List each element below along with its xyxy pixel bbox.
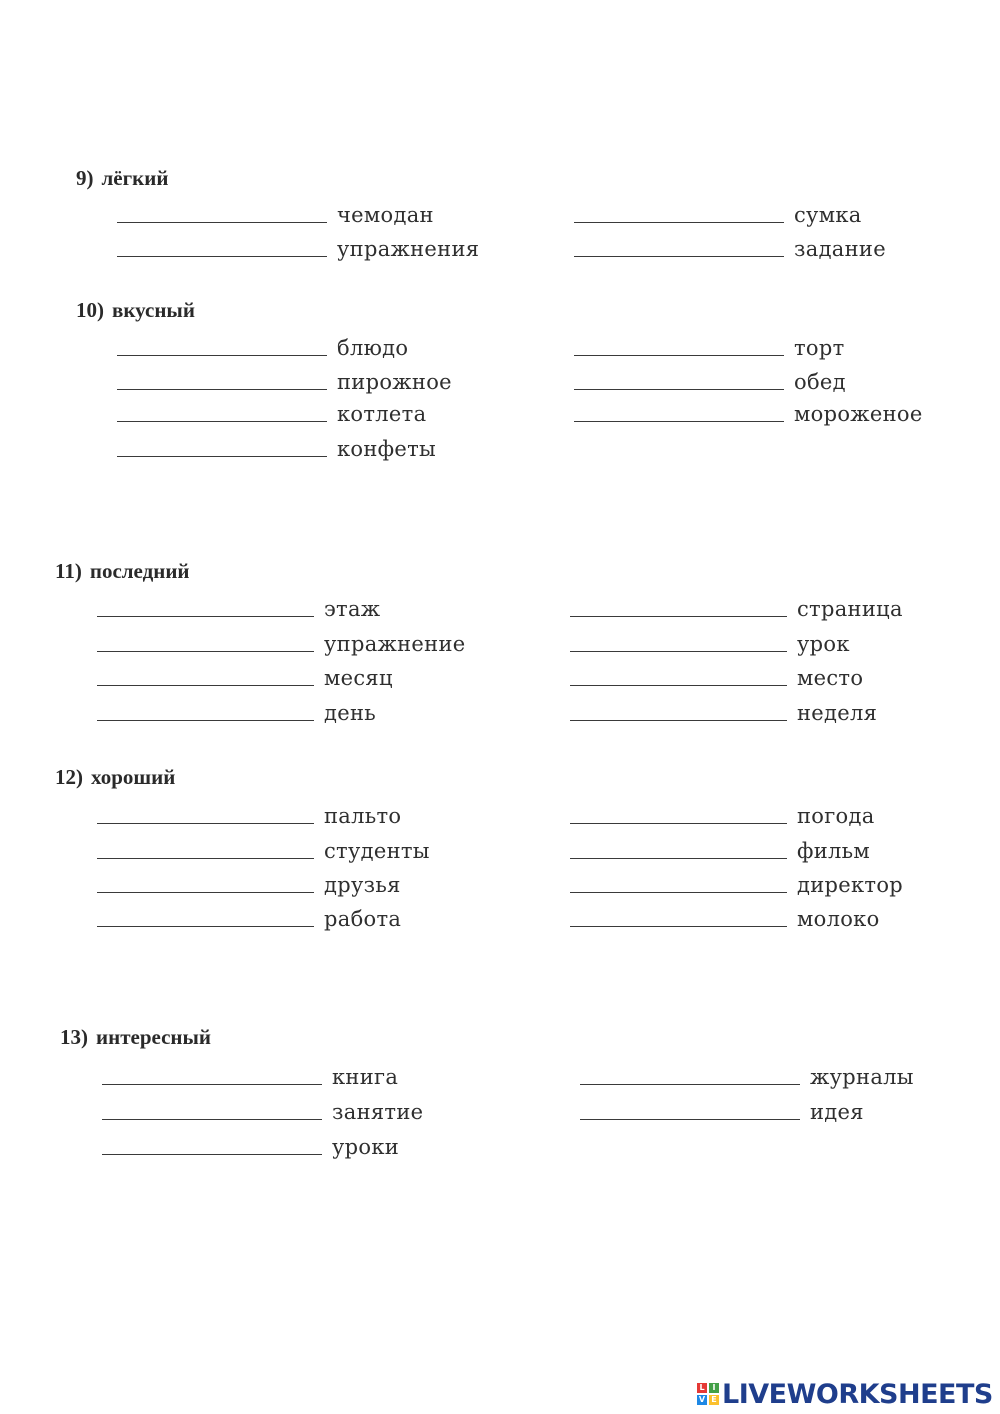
logo-tile: L bbox=[697, 1383, 707, 1393]
logo-tile: I bbox=[709, 1383, 719, 1393]
noun-label: обед bbox=[794, 370, 846, 394]
fill-in-item bbox=[97, 901, 494, 931]
answer-blank[interactable] bbox=[574, 421, 784, 422]
answer-blank[interactable] bbox=[97, 926, 314, 927]
answer-blank[interactable] bbox=[117, 421, 327, 422]
noun-label: друзья bbox=[324, 873, 401, 897]
noun-label: чемодан bbox=[337, 203, 434, 227]
fill-in-item bbox=[570, 798, 967, 828]
fill-in-item bbox=[580, 1094, 980, 1124]
noun-label: неделя bbox=[797, 701, 878, 725]
fill-in-item bbox=[102, 1129, 502, 1159]
noun-label: место bbox=[797, 666, 864, 690]
exercise-heading bbox=[76, 166, 168, 191]
fill-in-item bbox=[102, 1059, 502, 1089]
noun-label: день bbox=[324, 701, 376, 725]
noun-label: фильм bbox=[797, 839, 871, 863]
logo-tiles-icon bbox=[697, 1383, 719, 1405]
noun-label: задание bbox=[794, 237, 886, 261]
noun-label: пальто bbox=[324, 804, 402, 828]
noun-label: книга bbox=[332, 1065, 399, 1089]
logo-text: LIVEWORKSHEETS bbox=[722, 1378, 993, 1410]
noun-label: занятие bbox=[332, 1100, 424, 1124]
fill-in-item bbox=[570, 901, 967, 931]
fill-in-item bbox=[117, 330, 507, 360]
fill-in-item bbox=[97, 660, 494, 690]
exercise-heading bbox=[55, 765, 175, 790]
answer-blank[interactable] bbox=[570, 720, 787, 721]
noun-label: погода bbox=[797, 804, 875, 828]
answer-blank[interactable] bbox=[97, 685, 314, 686]
logo-tile: E bbox=[709, 1395, 719, 1405]
fill-in-item bbox=[574, 231, 964, 261]
noun-label: месяц bbox=[324, 666, 393, 690]
fill-in-item bbox=[570, 867, 967, 897]
answer-blank[interactable] bbox=[97, 616, 314, 617]
answer-blank[interactable] bbox=[570, 858, 787, 859]
answer-blank[interactable] bbox=[117, 389, 327, 390]
noun-label: котлета bbox=[337, 402, 427, 426]
fill-in-item bbox=[117, 431, 507, 461]
fill-in-item bbox=[574, 330, 964, 360]
answer-blank[interactable] bbox=[97, 823, 314, 824]
answer-blank[interactable] bbox=[570, 823, 787, 824]
answer-blank[interactable] bbox=[570, 926, 787, 927]
fill-in-item bbox=[97, 626, 494, 656]
exercise-adjective: лёгкий bbox=[101, 166, 169, 190]
noun-label: журналы bbox=[810, 1065, 914, 1089]
fill-in-item bbox=[102, 1094, 502, 1124]
exercise-adjective: вкусный bbox=[112, 298, 195, 322]
answer-blank[interactable] bbox=[570, 651, 787, 652]
exercise-heading bbox=[60, 1025, 211, 1050]
answer-blank[interactable] bbox=[570, 892, 787, 893]
noun-label: сумка bbox=[794, 203, 862, 227]
fill-in-item bbox=[97, 798, 494, 828]
answer-blank[interactable] bbox=[117, 355, 327, 356]
noun-label: упражнения bbox=[337, 237, 480, 261]
noun-label: идея bbox=[810, 1100, 864, 1124]
fill-in-item bbox=[97, 833, 494, 863]
exercise-adjective: интересный bbox=[96, 1025, 212, 1049]
fill-in-item bbox=[97, 867, 494, 897]
noun-label: пирожное bbox=[337, 370, 452, 394]
fill-in-item bbox=[117, 396, 507, 426]
answer-blank[interactable] bbox=[574, 355, 784, 356]
answer-blank[interactable] bbox=[117, 222, 327, 223]
liveworksheets-logo bbox=[697, 1378, 993, 1410]
fill-in-item bbox=[570, 695, 967, 725]
exercise-number: 11) bbox=[55, 559, 82, 583]
answer-blank[interactable] bbox=[117, 256, 327, 257]
answer-blank[interactable] bbox=[570, 616, 787, 617]
fill-in-item bbox=[117, 197, 507, 227]
noun-label: этаж bbox=[324, 597, 381, 621]
fill-in-item bbox=[574, 396, 964, 426]
answer-blank[interactable] bbox=[574, 389, 784, 390]
noun-label: блюдо bbox=[337, 336, 409, 360]
noun-label: директор bbox=[797, 873, 904, 897]
answer-blank[interactable] bbox=[574, 256, 784, 257]
exercise-adjective: хороший bbox=[91, 765, 176, 789]
answer-blank[interactable] bbox=[97, 858, 314, 859]
noun-label: конфеты bbox=[337, 437, 437, 461]
noun-label: работа bbox=[324, 907, 402, 931]
fill-in-item bbox=[580, 1059, 980, 1089]
answer-blank[interactable] bbox=[97, 892, 314, 893]
answer-blank[interactable] bbox=[97, 720, 314, 721]
fill-in-item bbox=[117, 364, 507, 394]
fill-in-item bbox=[97, 695, 494, 725]
fill-in-item bbox=[97, 591, 494, 621]
exercise-number: 10) bbox=[76, 298, 104, 322]
noun-label: молоко bbox=[797, 907, 880, 931]
fill-in-item bbox=[574, 197, 964, 227]
noun-label: страница bbox=[797, 597, 903, 621]
noun-label: уроки bbox=[332, 1135, 400, 1159]
answer-blank[interactable] bbox=[580, 1119, 800, 1120]
answer-blank[interactable] bbox=[570, 685, 787, 686]
exercise-number: 9) bbox=[76, 166, 94, 190]
noun-label: мороженое bbox=[794, 402, 923, 426]
fill-in-item bbox=[117, 231, 507, 261]
noun-label: упражнение bbox=[324, 632, 466, 656]
answer-blank[interactable] bbox=[574, 222, 784, 223]
exercise-number: 12) bbox=[55, 765, 83, 789]
exercise-number: 13) bbox=[60, 1025, 88, 1049]
answer-blank[interactable] bbox=[102, 1154, 322, 1155]
answer-blank[interactable] bbox=[102, 1084, 322, 1085]
noun-label: торт bbox=[794, 336, 845, 360]
answer-blank[interactable] bbox=[117, 456, 327, 457]
fill-in-item bbox=[570, 833, 967, 863]
fill-in-item bbox=[570, 626, 967, 656]
exercise-heading bbox=[76, 298, 195, 323]
answer-blank[interactable] bbox=[97, 651, 314, 652]
answer-blank[interactable] bbox=[102, 1119, 322, 1120]
exercise-adjective: последний bbox=[89, 559, 190, 583]
fill-in-item bbox=[574, 364, 964, 394]
noun-label: студенты bbox=[324, 839, 430, 863]
answer-blank[interactable] bbox=[580, 1084, 800, 1085]
logo-tile: V bbox=[698, 1395, 706, 1404]
exercise-heading bbox=[55, 559, 190, 584]
noun-label: урок bbox=[797, 632, 850, 656]
fill-in-item bbox=[570, 660, 967, 690]
fill-in-item bbox=[570, 591, 967, 621]
